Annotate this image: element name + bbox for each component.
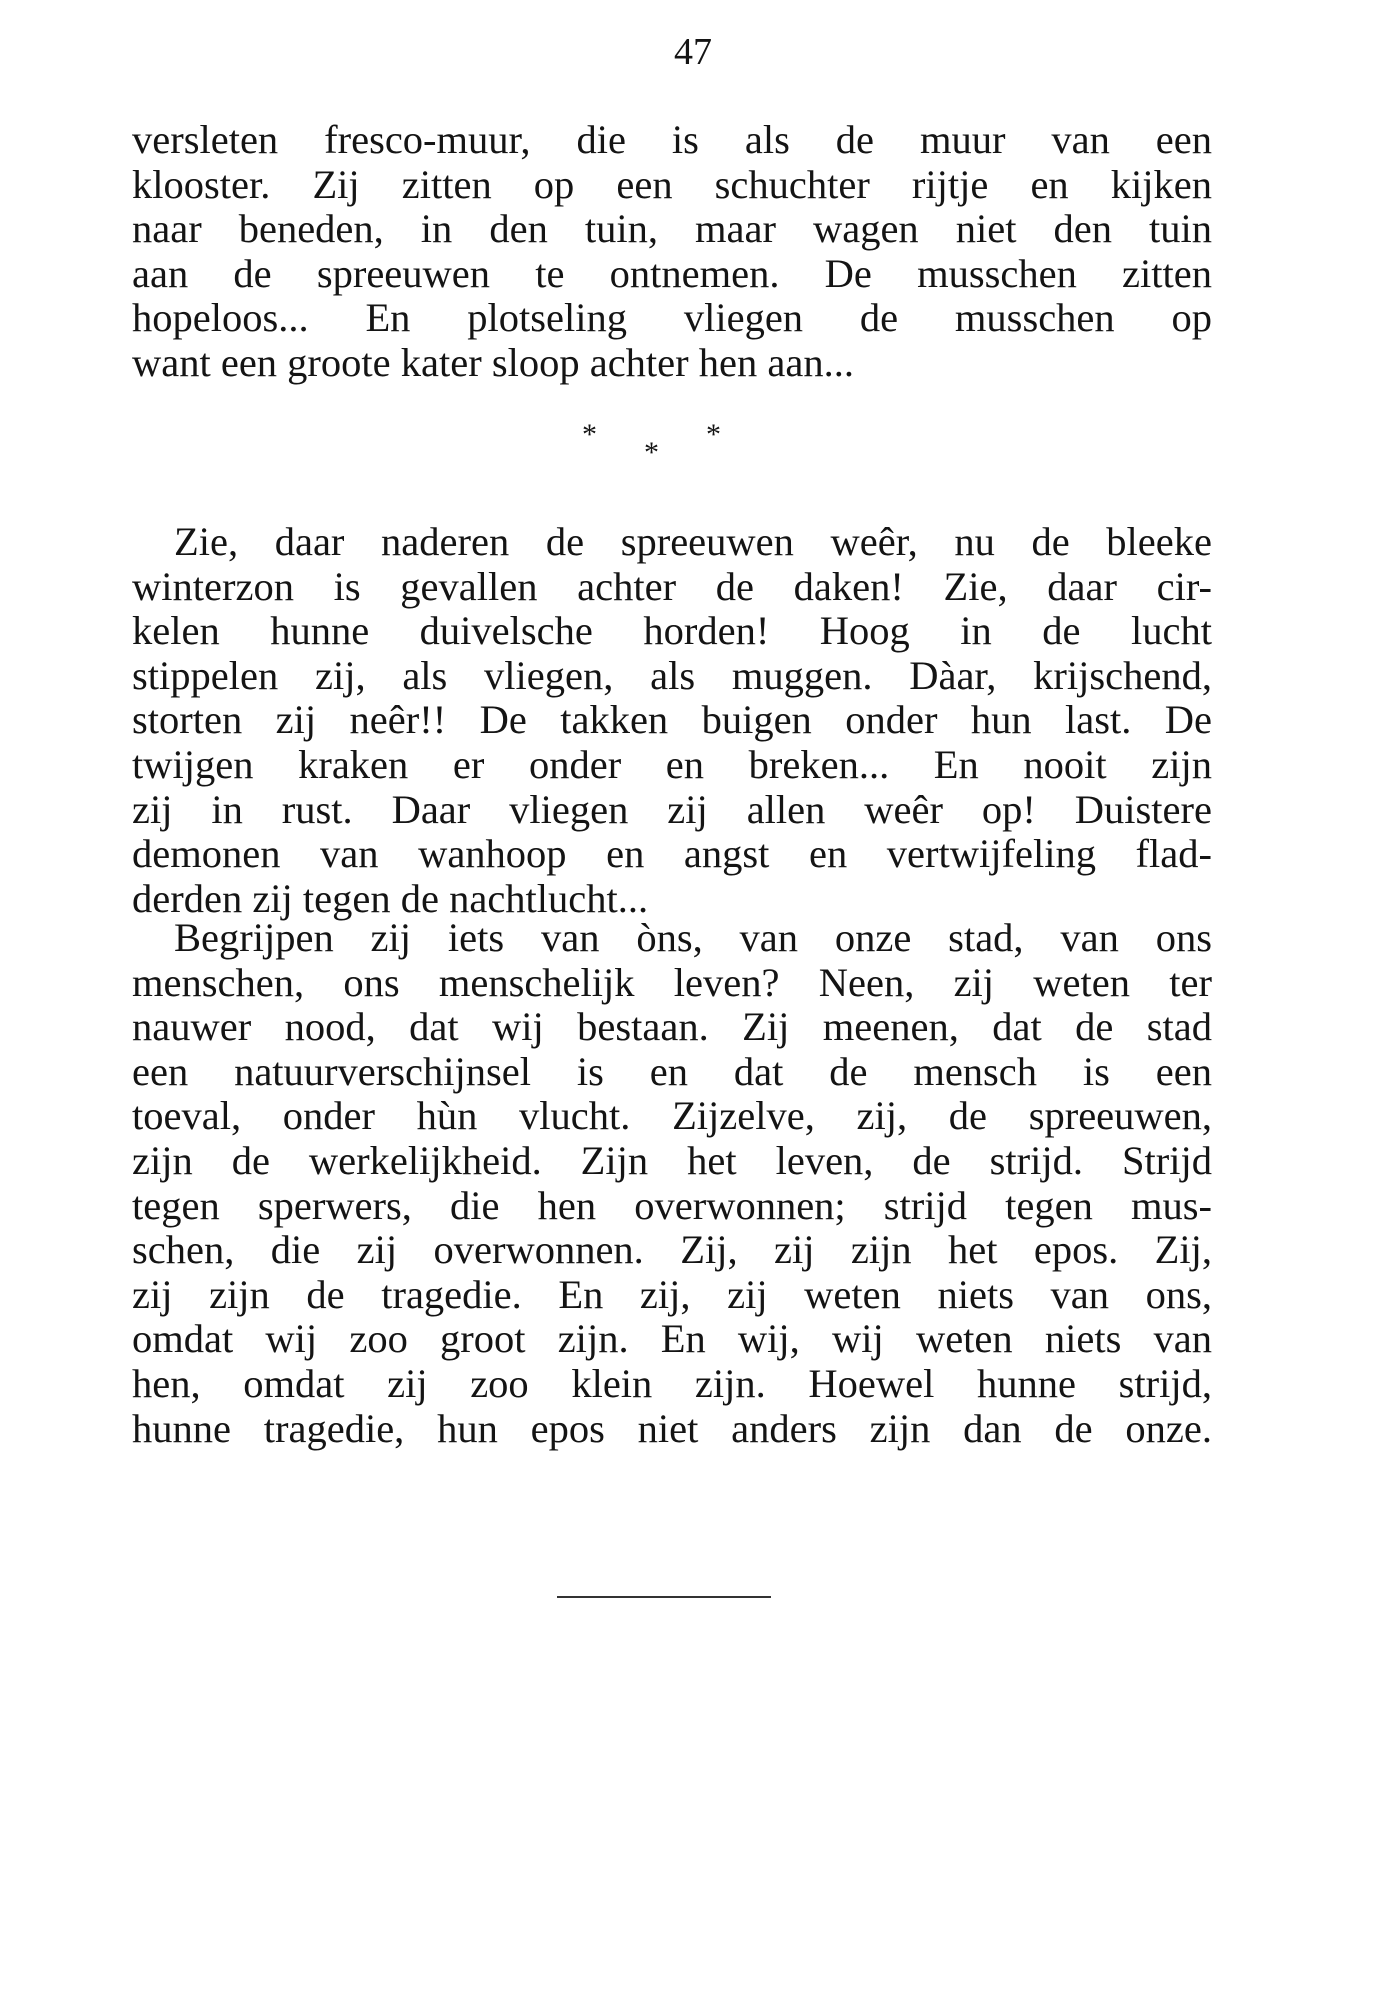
text-line: want een groote kater sloop achter hen aan... <box>132 339 854 385</box>
text-line: Begrijpen zij iets van òns, van onze stad, van ons <box>174 915 1212 960</box>
text-line: tegen sperwers, die hen overwonnen; strijd tegen mus- <box>132 1182 1212 1228</box>
paragraph <box>132 520 1212 921</box>
text-line: twijgen kraken er onder en breken... En nooit zijn <box>132 741 1212 787</box>
end-rule-divider <box>557 1596 771 1598</box>
text-line: aan de spreeuwen te ontnemen. De musschen zitten <box>132 250 1212 296</box>
text-line: menschen, ons menschelijk leven? Neen, zij weten ter <box>132 959 1212 1005</box>
text-line: kelen hunne duivelsche horden! Hoog in de lucht <box>132 608 1212 654</box>
paragraph-continued <box>132 118 1212 386</box>
section-separator <box>580 418 740 478</box>
text-line: omdat wij zoo groot zijn. En wij, wij weten niets van <box>132 1316 1212 1362</box>
text-line: nauwer nood, dat wij bestaan. Zij meenen, dat de stad <box>132 1004 1212 1050</box>
text-line: naar beneden, in den tuin, maar wagen niet den tuin <box>132 206 1212 252</box>
asterisk: * <box>706 418 721 451</box>
text-line: hen, omdat zij zoo klein zijn. Hoewel hunne strijd, <box>132 1360 1212 1406</box>
text-line: derden zij tegen de nachtlucht... <box>132 875 649 921</box>
text-line: zij zijn de tragedie. En zij, zij weten niets van ons, <box>132 1271 1212 1317</box>
asterisk: * <box>644 436 659 469</box>
text-line: hopeloos... En plotseling vliegen de musschen op <box>132 295 1212 341</box>
text-line: demonen van wanhoop en angst en vertwijfeling flad- <box>132 831 1212 877</box>
paragraph <box>132 916 1212 1451</box>
page-number: 47 <box>674 31 712 73</box>
text-line: een natuurverschijnsel is en dat de mensch is een <box>132 1048 1212 1094</box>
text-line: versleten fresco-muur, die is als de muur van een <box>132 117 1212 162</box>
text-line: winterzon is gevallen achter de daken! Zie, daar cir- <box>132 563 1212 609</box>
text-line: klooster. Zij zitten op een schuchter rijtje en kijken <box>132 161 1212 207</box>
text-line: zij in rust. Daar vliegen zij allen weêr op! Duistere <box>132 786 1212 832</box>
text-line: schen, die zij overwonnen. Zij, zij zijn het epos. Zij, <box>132 1227 1212 1273</box>
text-line: hunne tragedie, hun epos niet anders zijn dan de onze. <box>132 1405 1212 1451</box>
asterisk: * <box>582 418 597 451</box>
text-line: Zie, daar naderen de spreeuwen weêr, nu de bleeke <box>174 519 1212 564</box>
text-line: zijn de werkelijkheid. Zijn het leven, de strijd. Strijd <box>132 1137 1212 1183</box>
text-line: toeval, onder hùn vlucht. Zijzelve, zij, de spreeuwen, <box>132 1093 1212 1139</box>
text-line: storten zij neêr!! De takken buigen onder hun last. De <box>132 697 1212 743</box>
text-line: stippelen zij, als vliegen, als muggen. Dàar, krijschend, <box>132 652 1212 698</box>
